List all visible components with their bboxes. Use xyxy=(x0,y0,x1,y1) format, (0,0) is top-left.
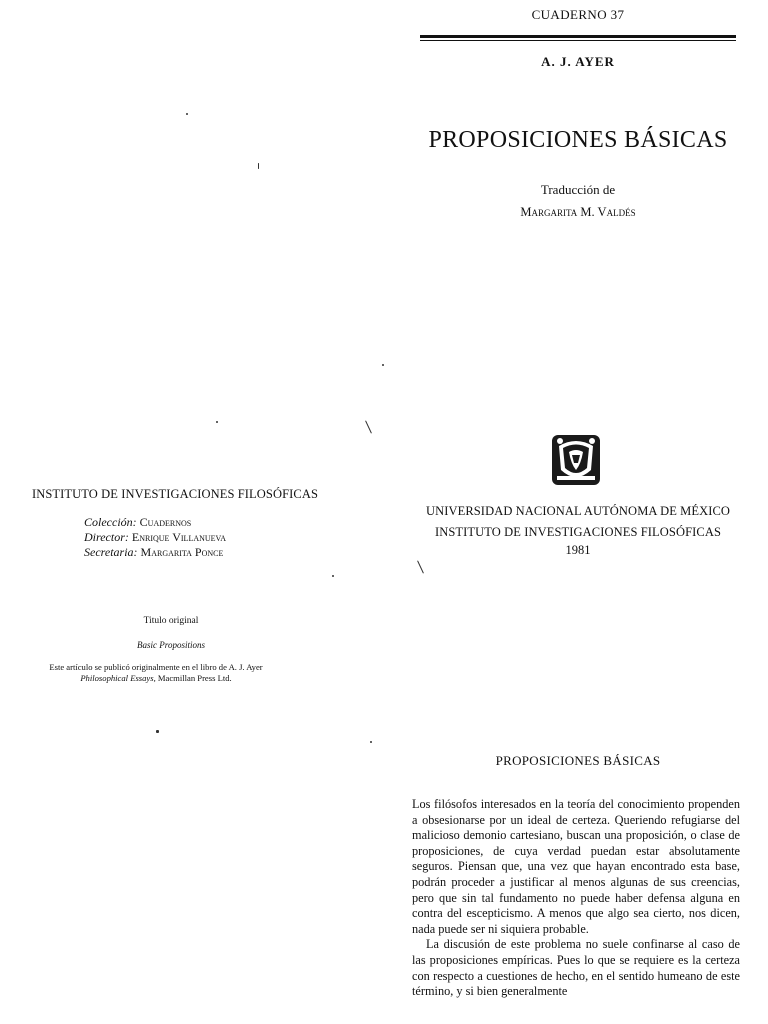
series-number: CUADERNO 37 xyxy=(531,7,625,22)
paragraph: Los filósofos interesados en la teoría del conocimiento propenden a obsesionarse por un ideal de certeza. Queriendo refugiarse del malicioso demonio cartesiano, buscan una proposición, o clase de proposiciones, de cuya verdad puedan estar absolutamente seguros. Piensan que, una vez que hayan encontrado esta base, podrán proceder a justificar al menos algunas de sus creencias, pero que sin tal fundamento no puede haber defensa alguna en contra del escepticismo. A menos que algo sea cierto, nos dicen, nada puede ser ni siquiera probable. xyxy=(412,797,740,936)
editorial-credits xyxy=(84,515,226,560)
scan-speck xyxy=(186,113,188,115)
left-institute-heading: INSTITUTO DE INVESTIGACIONES FILOSÓFICAS xyxy=(31,487,319,501)
credit-role: Colección xyxy=(84,515,133,529)
credit-collection: Colección: Cuadernos xyxy=(84,515,192,529)
university-name: UNIVERSIDAD NACIONAL AUTÓNOMA DE MÉXICO xyxy=(425,504,731,518)
header-rule xyxy=(420,35,736,38)
publication-publisher: Macmillan Press Ltd. xyxy=(157,673,232,683)
publication-year: 1981 xyxy=(565,543,591,557)
original-title-label: Titulo original xyxy=(143,616,199,626)
scan-speck xyxy=(216,421,218,423)
credit-secretary: Secretaria: Margarita Ponce xyxy=(84,545,224,559)
credit-name: Cuadernos xyxy=(139,515,192,529)
scan-speck xyxy=(156,730,159,733)
paragraph: La discusión de este problema no suele confinarse al caso de las proposiciones empíricas. Pues lo que se requiere es la certeza con respecto a cuestiones de hecho, en el sentido humeano de este término, y si bien generalmente xyxy=(412,937,740,999)
translator-name: Margarita M. Valdés xyxy=(520,205,636,219)
credit-role: Director xyxy=(84,530,125,544)
original-title: Basic Propositions xyxy=(137,640,205,650)
scan-speck xyxy=(332,575,334,577)
publication-note-text: Este artículo se publicó originalmente en el libro de A. J. Ayer xyxy=(49,662,263,672)
scan-speck xyxy=(365,420,372,433)
book-title: PROPOSICIONES BÁSICAS xyxy=(428,127,728,153)
publication-book: Philosophical Essays, xyxy=(80,673,156,683)
credit-name: Enrique Villanueva xyxy=(131,530,227,544)
section-title: PROPOSICIONES BÁSICAS xyxy=(495,753,661,768)
scan-speck xyxy=(382,364,384,366)
publication-note xyxy=(6,662,306,684)
body-text xyxy=(412,797,740,1000)
university-imprint xyxy=(410,501,746,543)
scan-speck xyxy=(258,163,259,169)
credit-name: Margarita Ponce xyxy=(140,545,224,559)
imprint-institute: INSTITUTO DE INVESTIGACIONES FILOSÓFICAS xyxy=(434,525,722,539)
credit-role: Secretaria xyxy=(84,545,134,559)
author-name: A. J. AYER xyxy=(541,54,615,69)
translation-label: Traducción de xyxy=(540,182,616,197)
credit-director: Director: Enrique Villanueva xyxy=(84,530,227,544)
unam-seal-icon xyxy=(551,434,601,486)
header-rule-thin xyxy=(420,40,736,41)
scan-speck xyxy=(417,560,424,573)
scan-speck xyxy=(370,741,372,743)
